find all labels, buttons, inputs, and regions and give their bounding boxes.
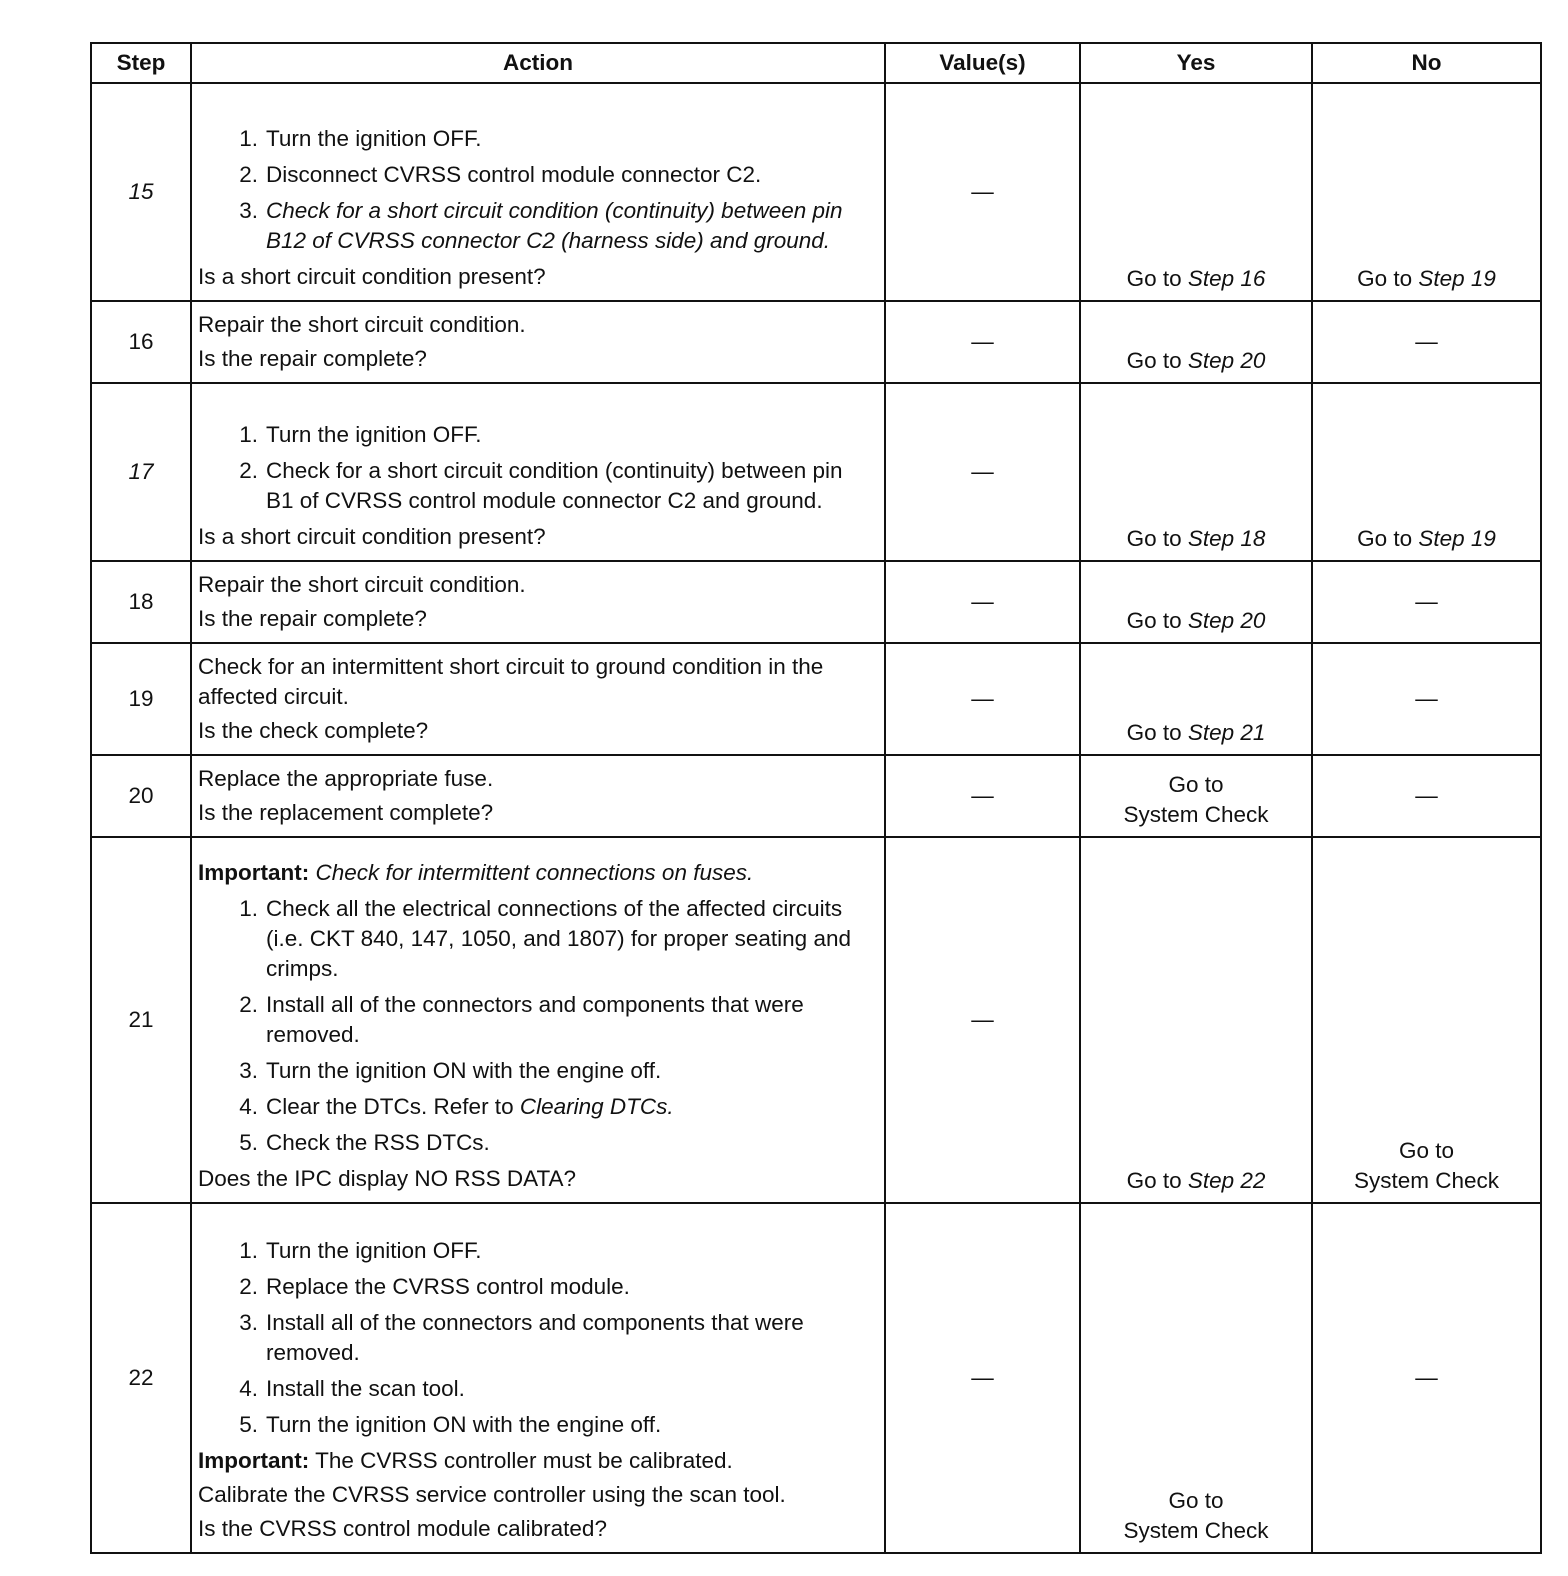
step-link[interactable]: Step 20 [1187,348,1266,373]
question-text: Does the IPC display NO RSS DATA? [198,1166,577,1191]
step-link[interactable]: Step 19 [1418,266,1496,291]
list-item: 4. Clear the DTCs. Refer to Clearing DTCs. [239,1094,674,1119]
value-cell: — [885,643,1080,755]
no-cell: — [1312,1203,1541,1553]
yes-cell: Go to Step 18 [1080,383,1312,561]
action-text: Repair the short circuit condition. [198,312,526,337]
list-item: 1. Check all the electrical connections of the affected circuits (i.e. CKT 840, 147, 1050, and 1807) for proper seating and crimps. [239,896,851,981]
action-list [198,1236,876,1440]
header-row [91,43,1541,83]
table-row [91,755,1541,837]
table-row [91,383,1541,561]
list-item: 5. Turn the ignition ON with the engine off. [239,1412,662,1437]
value-cell: — [885,561,1080,643]
value-cell: — [885,755,1080,837]
step-link[interactable]: Step 22 [1187,1168,1266,1193]
list-item: 1. Turn the ignition OFF. [239,1238,482,1263]
no-cell: Go to Step 19 [1312,383,1541,561]
step-number: 22 [91,1203,191,1553]
header-action: Action [191,43,885,83]
question-text: Is a short circuit condition present? [198,524,546,549]
list-item: 3. Check for a short circuit condition (continuity) between pin B12 of CVRSS connector C2 (harness side) and ground. [239,198,843,253]
header-step: Step [91,43,191,83]
yes-cell: Go to System Check [1080,1203,1312,1553]
question-text: Is the CVRSS control module calibrated? [198,1516,607,1541]
action-cell [191,83,885,301]
action-cell [191,1203,885,1553]
list-item: 1. Turn the ignition OFF. [239,422,482,447]
step-number: 18 [91,561,191,643]
step-number: 15 [91,83,191,301]
action-list [198,894,876,1158]
system-check-link[interactable]: System Check [1123,802,1269,827]
question-text: Is the replacement complete? [198,800,494,825]
table-row [91,301,1541,383]
list-item: 4. Install the scan tool. [239,1376,465,1401]
list-item: 3. Install all of the connectors and components that were removed. [239,1310,804,1365]
step-number: 16 [91,301,191,383]
table-row [91,1203,1541,1553]
step-number: 17 [91,383,191,561]
list-item: 2. Disconnect CVRSS control module connector C2. [239,162,762,187]
action-cell [191,643,885,755]
value-cell: — [885,383,1080,561]
no-cell: Go to System Check [1312,837,1541,1203]
question-text: Is the repair complete? [198,346,427,371]
yes-cell: Go to Step 20 [1080,301,1312,383]
diagnostic-table [90,42,1542,1554]
action-text: Check for an intermittent short circuit to ground condition in the affected circuit. [198,654,824,709]
value-cell: — [885,83,1080,301]
question-text: Is the check complete? [198,718,429,743]
table-row [91,837,1541,1203]
important-note: Important: The CVRSS controller must be calibrated. [198,1448,733,1473]
system-check-link[interactable]: System Check [1123,1518,1269,1543]
yes-cell: Go to Step 16 [1080,83,1312,301]
action-text: Replace the appropriate fuse. [198,766,494,791]
no-cell: — [1312,755,1541,837]
important-note: Important: Check for intermittent connections on fuses. [198,860,754,885]
system-check-link[interactable]: System Check [1353,1168,1500,1193]
list-item: 2. Replace the CVRSS control module. [239,1274,630,1299]
action-list [198,420,876,516]
no-cell: — [1312,643,1541,755]
list-item: 2. Install all of the connectors and components that were removed. [239,992,804,1047]
yes-cell: Go to Step 22 [1080,837,1312,1203]
step-link[interactable]: Step 21 [1187,720,1266,745]
value-cell: — [885,1203,1080,1553]
value-cell: — [885,837,1080,1203]
step-link[interactable]: Step 16 [1187,266,1266,291]
step-link[interactable]: Step 19 [1418,526,1496,551]
value-cell: — [885,301,1080,383]
action-cell [191,383,885,561]
table-row [91,561,1541,643]
no-cell: — [1312,301,1541,383]
yes-cell: Go to Step 21 [1080,643,1312,755]
table-row [91,83,1541,301]
header-yes: Yes [1080,43,1312,83]
action-cell [191,301,885,383]
table-row [91,643,1541,755]
question-text: Is the repair complete? [198,606,427,631]
action-text: Repair the short circuit condition. [198,572,526,597]
step-link[interactable]: Step 20 [1187,608,1266,633]
list-item: 2. Check for a short circuit condition (continuity) between pin B1 of CVRSS control module connector C2 and ground. [239,458,843,513]
step-number: 21 [91,837,191,1203]
yes-cell: Go to System Check [1080,755,1312,837]
no-cell: Go to Step 19 [1312,83,1541,301]
header-no: No [1312,43,1541,83]
header-values: Value(s) [885,43,1080,83]
action-cell [191,561,885,643]
step-number: 19 [91,643,191,755]
list-item: 1. Turn the ignition OFF. [239,126,482,151]
yes-cell: Go to Step 20 [1080,561,1312,643]
clearing-dtcs-link[interactable]: Clearing DTCs. [519,1094,674,1119]
step-number: 20 [91,755,191,837]
action-cell [191,837,885,1203]
action-list [198,124,876,256]
question-text: Is a short circuit condition present? [198,264,546,289]
step-link[interactable]: Step 18 [1187,526,1266,551]
list-item: 3. Turn the ignition ON with the engine off. [239,1058,662,1083]
action-text: Calibrate the CVRSS service controller using the scan tool. [198,1482,786,1507]
action-cell [191,755,885,837]
list-item: 5. Check the RSS DTCs. [239,1130,490,1155]
no-cell: — [1312,561,1541,643]
